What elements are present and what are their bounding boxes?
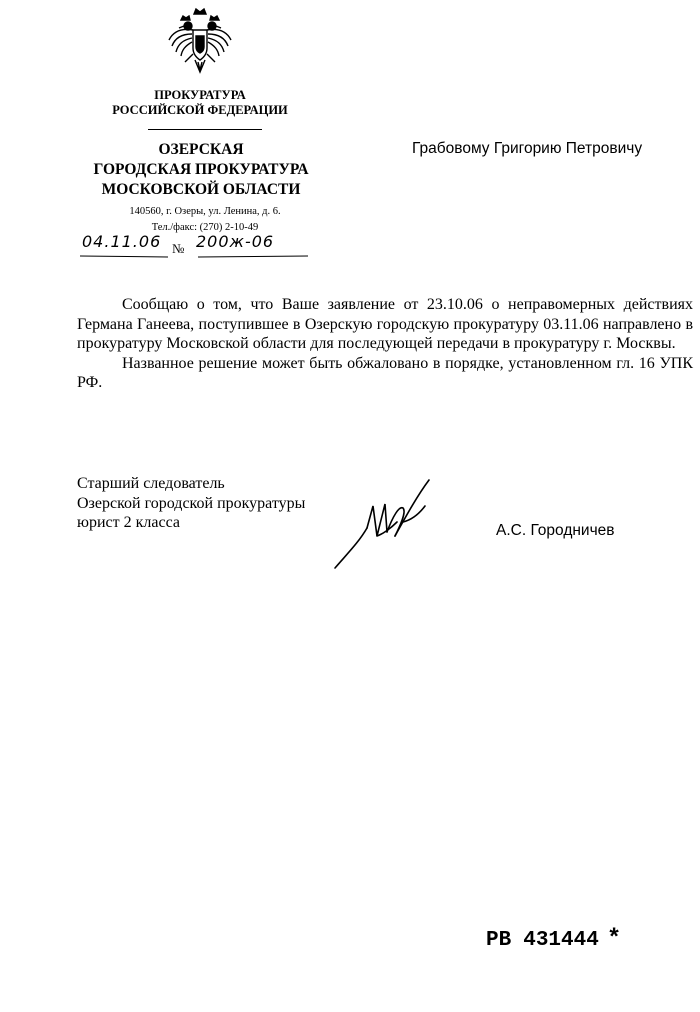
registration-number-label: № bbox=[172, 241, 185, 256]
agency-line-2: РОССИЙСКОЙ ФЕДЕРАЦИИ bbox=[112, 103, 288, 117]
handwritten-signature bbox=[333, 476, 453, 572]
serial-mark: * bbox=[606, 926, 622, 953]
position-line-2: Озерской городской прокуратуры bbox=[77, 494, 306, 512]
agency-line-1: ПРОКУРАТУРА bbox=[154, 88, 246, 102]
office-phone: Тел./факс: (270) 2-10-49 bbox=[151, 222, 259, 233]
letterhead-divider bbox=[148, 129, 262, 130]
office-line-1: ОЗЕРСКАЯ bbox=[158, 141, 244, 158]
addressee: Грабовому Григорию Петровичу bbox=[412, 140, 643, 157]
body-paragraph-2: Названное решение может быть обжаловано в порядке, установленном гл. 16 УПК РФ. bbox=[77, 354, 693, 391]
letter-body bbox=[77, 295, 693, 393]
office-address: 140560, г. Озеры, ул. Ленина, д. 6. bbox=[129, 206, 281, 217]
position-line-1: Старший следователь bbox=[77, 475, 225, 492]
signer-name: А.С. Городничев bbox=[496, 522, 615, 539]
position-line-3: юрист 2 класса bbox=[77, 514, 180, 531]
office-line-2: ГОРОДСКАЯ ПРОКУРАТУРА bbox=[93, 161, 309, 178]
body-paragraph-1: Сообщаю о том, что Ваше заявление от 23.10.06 о неправомерных действиях Германа Ганеева, поступившее в Озерскую городскую прокуратуру 03.11.06 направлено в прокуратуру Московской области для последующей передачи в прокуратуру г. Москвы. bbox=[77, 296, 693, 352]
serial-series: РВ bbox=[486, 929, 512, 952]
coat-of-arms-icon bbox=[163, 6, 237, 76]
form-serial-number bbox=[486, 926, 621, 953]
signer-position bbox=[77, 474, 305, 533]
registration-number: 200ж-06 bbox=[196, 232, 275, 251]
registration-date: 04.11.06 bbox=[82, 232, 162, 251]
office-line-3: МОСКОВСКОЙ ОБЛАСТИ bbox=[101, 181, 301, 198]
office-name bbox=[66, 140, 336, 200]
agency-name bbox=[90, 88, 310, 118]
serial-number: 431444 bbox=[523, 929, 599, 952]
